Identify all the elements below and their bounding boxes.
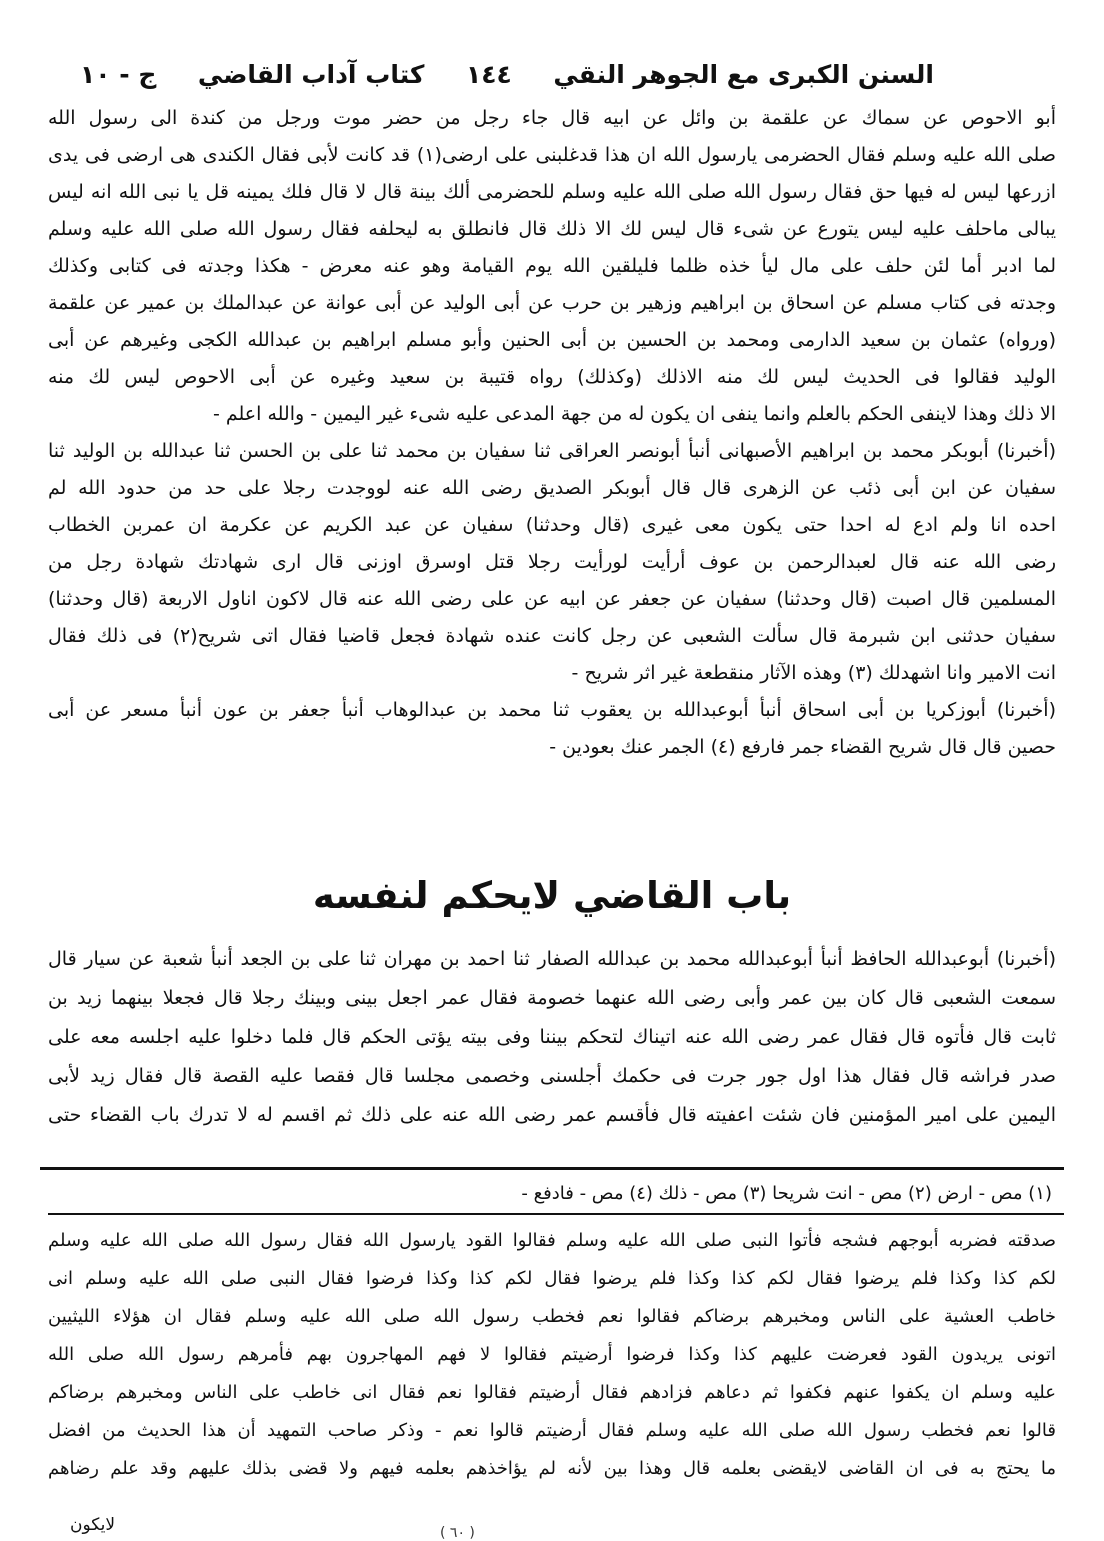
commentary-line: ما يحتج به فى ان القاضى لايقضى بعلمه قال وهذا بين لأنه لم يؤاخذهم بعلمه فيهم ولا قضى بذلك عليهم وقد علم رضاهم [48,1458,1056,1479]
text-line: صدر فراشه قال فقال هذا اول جور جرت فى حكمك أجلسنى وخصمى مجلسا قال فقصا عليه القصة قال فقال زيد لأبى [48,1065,1056,1087]
text-line: أبو الاحوص عن سماك عن علقمة بن وائل عن ابيه قال جاء رجل من حضر موت ورجل من كندة الى رسول الله [48,107,1056,129]
text-line: ثابت قال فأتوه قال فقال عمر رضى الله عنه اتيناك لتحكم بيننا وفى بيته يؤتى الحكم قال فلما دخلوا عليه اجلسه معه على [48,1026,1056,1048]
footnotes: (١) مص - ارض (٢) مص - انت شريحا (٣) مص - ذلك (٤) مص - فادفع - [521,1183,1052,1204]
text-line: سمعت الشعبى قال كان بين عمر وأبى رضى الله عنهما خصومة فقال عمر اجعل بينى وبينك رجلا قال فجعلا بينهما زيد بن [48,987,1056,1009]
header-volume: ج - ١٠ [80,59,157,89]
commentary-divider [48,1213,1064,1215]
text-line: لما ادبر أما لئن حلف على مال ليأ خذه ظلما فليلقين الله يوم القيامة وهو عنه معرض - هكذا وجدته فى كتابى وكذلك [48,255,1056,277]
catchword: لايكون [70,1515,116,1535]
text-line: صلى الله عليه وسلم فقال الحضرمى يارسول الله ان هذا قدغلبنى على ارضى(١) قد كانت لأبى فقال الكندى هى ارضى فى يدى [48,144,1056,166]
main-text-top [48,100,1056,766]
header-page-number: ١٤٤ [466,59,512,89]
text-line: (أخبرنا) أبوزكريا بن أبى اسحاق أنبأ أبوعبدالله بن يعقوب ثنا محمد بن عبدالوهاب أنبأ جعفر بن عون أنبأ مسعر عن أبى [48,699,1056,721]
footnote-divider [40,1167,1064,1170]
text-line: انت الامير وانا اشهدلك (٣) وهذه الآثار منقطعة غير اثر شريح - [571,662,1056,684]
text-line: سفيان حدثنى ابن شبرمة قال سألت الشعبى عن رجل كانت عنده شهادة فجعل قاضيا فقال اتى شريح(٢) فى ذلك فقال [48,625,1056,647]
commentary-line: عليه وسلم ان يكفوا عنهم فكفوا ثم دعاهم فزادهم فقال أرضيتم فقالوا نعم فقال انى خاطب على الناس ومخبرهم برضاكم [48,1382,1056,1403]
section-heading: باب القاضي لايحكم لنفسه [312,874,792,917]
text-line: الوليد فقالوا فى الحديث ليس لك منه الاذلك (وكذلك) رواه قتيبة بن سعيد وغيره عن أبى الاحوص ليس لك منه [48,366,1056,388]
commentary-line: اتونى يريدون القود فعرضت عليهم كذا وكذا فرضوا أرضيتم فقالوا لا فهم المهاجرون بهم فأمرهم رسول الله صلى الله [48,1344,1056,1365]
running-header [80,52,934,96]
text-line: وجدته فى كتاب مسلم عن اسحاق بن ابراهيم وزهير بن حرب عن أبى الوليد عن أبى عوانة عن عبدالملك بن عمير عن علقمة [48,292,1056,314]
text-line: الا ذلك وهذا لاينفى الحكم بالعلم وانما ينفى ان يكون له من جهة المدعى عليه شىء غير اليمين - والله اعلم - [212,403,1056,425]
text-line: يبالى ماحلف عليه ليس يتورع عن شىء قال ليس لك الا ذلك قال فانطلق به ليحلفه فقال رسول الله صلى الله عليه وسلم [48,218,1056,240]
commentary-line: لكم كذا وكذا فلم يرضوا فقال لكم كذا وكذا فلم يرضوا فقال لكم كذا وكذا فرضوا فقال النبى صلى الله عليه وسلم انى [48,1268,1056,1289]
text-line: ازرعها ليس له فيها حق فقال رسول الله صلى الله عليه وسلم للحضرمى ألك بينة قال لا قال فلك يمينه قل يا نبى الله انه ليس [48,181,1056,203]
section-text [48,940,1056,1135]
text-line: اليمين على امير المؤمنين فان شئت اعفيته قال فأقسم عمر رضى الله عنه على ذلك ثم اقسم له لا تدرك باب القضاء حتى [48,1104,1056,1126]
text-line: احده انا ولم ادع له احدا حتى يكون معى غيرى (قال وحدثنا) سفيان عن عبد الكريم عن عكرمة ان عمربن الخطاب [48,514,1056,536]
commentary-line: قالوا نعم فخطب رسول الله صلى الله عليه وسلم فقال أرضيتم قالوا نعم - وذكر صاحب التمهيد أن هذا الحديث من افضل [48,1420,1056,1441]
text-line: رضى الله عنه قال لعبدالرحمن بن عوف أرأيت لورأيت رجلا قتل اوسرق اوزنى قال ارى شهادتك شهادة رجل من [48,551,1056,573]
text-line: حصين قال قال شريح القضاء جمر فارفع (٤) الجمر عنك بعودين - [549,736,1056,758]
text-line: سفيان عن ابن أبى ذئب عن الزهرى قال قال أبوبكر الصديق رضى الله عنه لووجدت رجلا على حد من حدود الله لم [48,477,1056,499]
commentary-line: صدقته فضربه أبوجهم فشجه فأتوا النبى صلى الله عليه وسلم فقالوا القود يارسول الله فقال رسول الله صلى الله عليه وسلم [48,1230,1056,1251]
header-chapter-title: كتاب آداب القاضي [197,59,425,89]
text-line: المسلمين قال اصبت (قال وحدثنا) سفيان عن جعفر عن ابيه عن على رضى الله عنه قال لاكون اناول الاربعة (قال وحدثنا) [48,588,1056,610]
text-line: (أخبرنا) أبوبكر محمد بن ابراهيم الأصبهانى أنبأ أبونصر العراقى ثنا سفيان بن محمد ثنا على بن الحسن ثنا عبدالله بن الوليد ثنا [48,440,1056,462]
commentary-line: خاطب العشية على الناس ومخبرهم برضاكم فقالوا نعم فخطب رسول الله صلى الله عليه وسلم فقال ان هؤلاء الليثيين [48,1306,1056,1327]
text-line: (أخبرنا) أبوعبدالله الحافظ أنبأ أبوعبدالله محمد بن عبدالله الصفار ثنا احمد بن مهران ثنا على بن الجعد أنبأ شعبة عن سيار قال [48,948,1056,970]
text-line: (ورواه) عثمان بن سعيد الدارمى ومحمد بن الحسين بن أبى الحنين وأبو مسلم ابراهيم بن عبدالله الكجى وغيرهم عن أبى [48,329,1056,351]
commentary-text [48,1222,1056,1488]
header-book-title: السنن الكبرى مع الجوهر النقي [553,59,934,89]
page-stub: ( ٦٠ ) [440,1525,475,1541]
